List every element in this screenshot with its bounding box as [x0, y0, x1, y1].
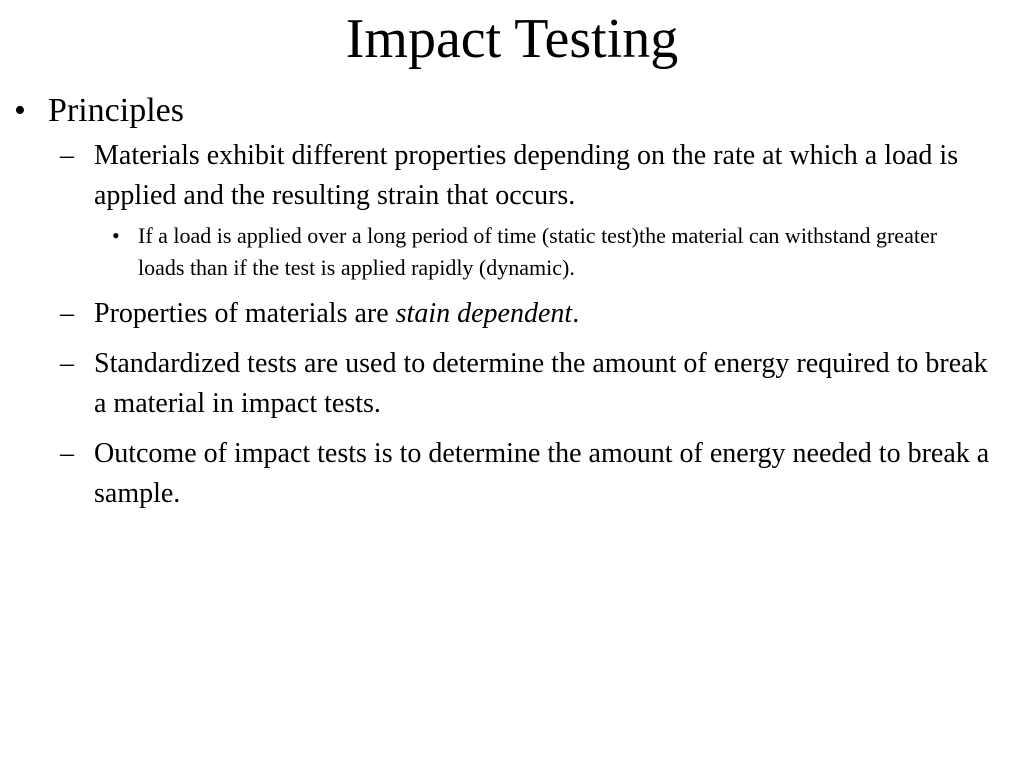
subbullet-standardized-tests: [0, 344, 1000, 424]
bullet-marker: •: [14, 92, 26, 129]
dash-marker: –: [60, 298, 74, 329]
subbullet-outcome-text: Outcome of impact tests is to determine the amount of energy needed to break a sample.: [94, 438, 990, 509]
bullet-principles-text: Principles: [48, 92, 184, 129]
subbullet-materials-properties-text: Materials exhibit different properties depending on the rate at which a load is applied and the resulting strain that occurs.: [94, 140, 959, 211]
dash-marker: –: [60, 140, 74, 171]
subbullet-materials-properties: [0, 136, 1000, 216]
subbullet-strain-dependent: [0, 294, 1000, 334]
slide-body: [0, 88, 1000, 514]
subbullet-strain-dependent-text-after: .: [572, 298, 580, 329]
subbullet-strain-dependent-text-before: Properties of materials are: [94, 298, 396, 329]
dash-marker: –: [60, 438, 74, 469]
bullet-principles: [0, 88, 1000, 134]
slide-title: Impact Testing: [345, 8, 679, 70]
subbullet-outcome: [0, 434, 1000, 514]
subsubbullet-static-vs-dynamic: [0, 220, 978, 284]
subbullet-standardized-tests-text: Standardized tests are used to determine the amount of energy required to break a material in impact tests.: [94, 348, 988, 419]
bullet-marker-small: •: [112, 223, 120, 248]
subsubbullet-static-vs-dynamic-text: If a load is applied over a long period of time (static test)the material can withstand greater loads than if the test is applied rapidly (dynamic).: [138, 223, 938, 280]
dash-marker: –: [60, 348, 74, 379]
subbullet-strain-dependent-emphasis: stain dependent: [395, 298, 573, 329]
